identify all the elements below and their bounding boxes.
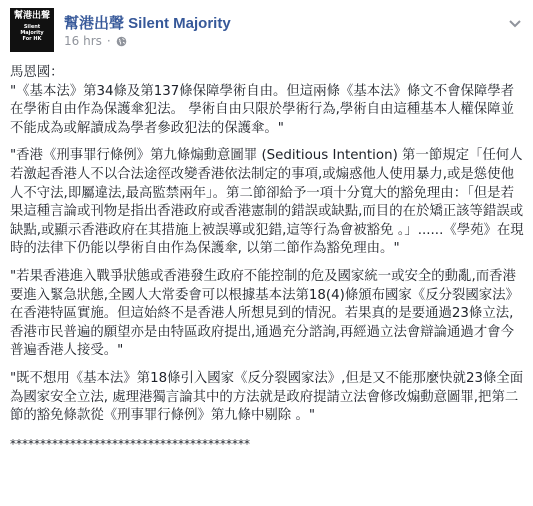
avatar-logo-chinese: 幫港出聲: [13, 11, 50, 21]
paragraph-4: "既不想用《基本法》第18條引入國家《反分裂國家法》,但是又不能那麼快就23條全面為國家安全立法, 處理港獨言論其中的方法就是政府提請立法會修改煽動意圖罪,把第二節的豁免條款從《刑事罪行條例》第九條中剔除 。": [10, 370, 524, 424]
paragraph-2: "香港《刑事罪行條例》第九條煽動意圖罪 (Seditious Intention) 第一節規定「任何人若激起香港人不以合法途徑改變香港依法制定的事項,或煽惑他人使用暴力,或是慫使他人不守法,即屬違法,最高監禁兩年」。第二節卻給予一項十分寬大的豁免理由：「但是若果這種言論或刊物是指出香港政府或香港憲制的錯誤或缺點,而目的在於矯正該等錯誤或缺點,或顯示香港政府在其措施上被誤導或犯錯,這等行為會被豁免 。」......《學苑》在現時的法律下仍能以學術自由作為保護傘, 以第二節作為豁免理由。": [10, 148, 524, 257]
globe-icon[interactable]: [116, 36, 127, 47]
star-divider: ****************************************: [10, 436, 250, 451]
meta-separator: ·: [106, 34, 111, 48]
chevron-down-icon[interactable]: [509, 14, 521, 24]
post-body: [10, 64, 526, 453]
avatar-logo-hk: For HK: [22, 36, 42, 42]
avatar-logo-english: Silent Majority: [20, 24, 44, 36]
page-name-link[interactable]: 幫港出聲 Silent Majority: [64, 15, 231, 32]
paragraph-1: 馬恩國： "《基本法》第34條及第137條保障學術自由。但這兩條《基本法》條文不會保障學者在學術自由作為保護傘犯法。 學術自由只限於學術行為,學術自由這種基本人權保障並不能成為或解讀成為學者參政犯法的保護傘。": [10, 65, 515, 136]
paragraph-3: "若果香港進入戰爭狀態或香港發生政府不能控制的危及國家統一或安全的動亂,而香港要進入緊急狀態,全國人大常委會可以根據基本法第18(4)條頒布國家《反分裂國家法》在香港特區實施。但這始終不是香港人所想見到的情況。若果真的是要通過23條立法,香港市民普遍的願望亦是由特區政府提出,通過充分諮詢,再經過立法會辯論通過才會今普遍香港人接受。": [10, 268, 519, 359]
page-avatar[interactable]: [10, 8, 54, 52]
post-meta: [64, 34, 127, 48]
post-header: [10, 8, 523, 54]
post-timestamp[interactable]: 16 hrs: [64, 34, 102, 48]
